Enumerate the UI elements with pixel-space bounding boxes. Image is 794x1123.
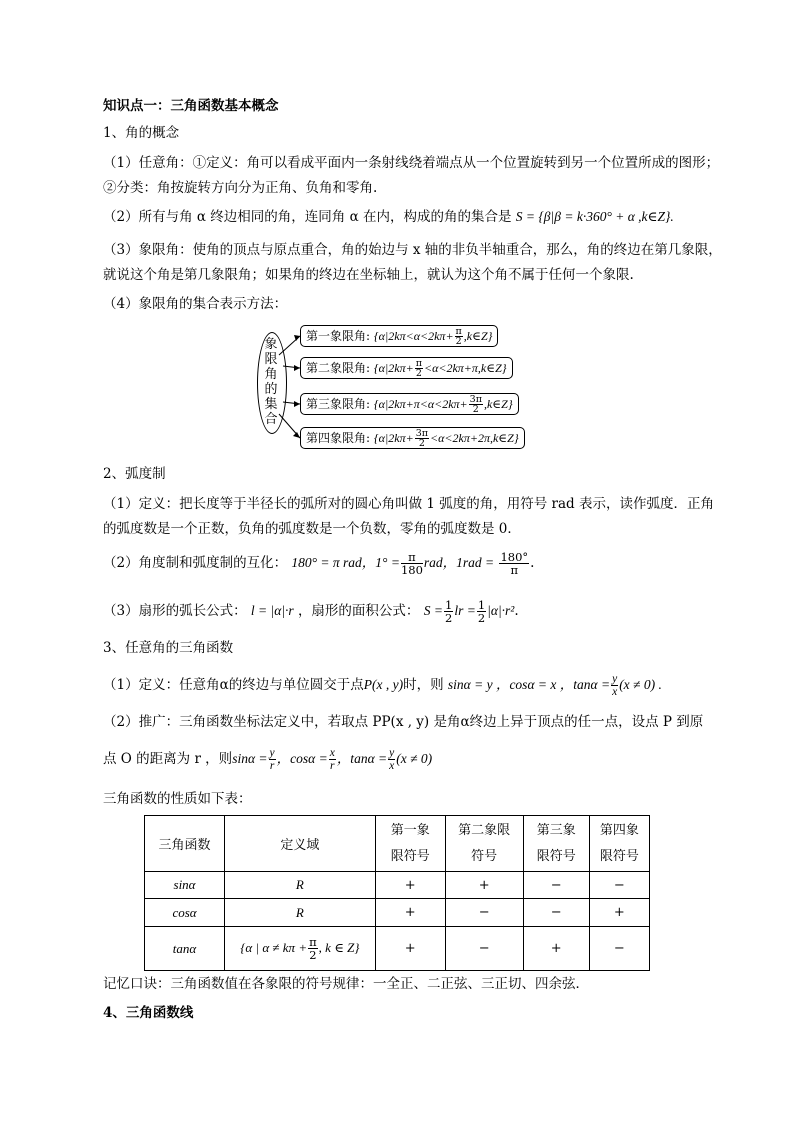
header-q3-line2: 限符号 — [536, 848, 576, 864]
sector-half-1 — [444, 599, 453, 624]
center-char-1: 象 — [264, 337, 278, 352]
quadrant-angle-def-1: （3）象限角：使角的顶点与原点重合，角的始边与 x 轴的非负半轴重合，那么，角的终边在第几象限， — [103, 242, 722, 258]
conversion-frac-b-den: π — [510, 563, 519, 577]
header-q3 — [523, 816, 589, 872]
q2-pre: {α|2kπ+ — [373, 361, 414, 375]
quadrant-set-method: （4）象限角的集合表示方法： — [103, 296, 288, 312]
gen-tan-num: y — [389, 747, 395, 759]
q2-num: π — [415, 358, 422, 369]
center-char-6: 合 — [264, 412, 278, 427]
conversion-frac-b — [499, 551, 529, 576]
header-domain: 定义域 — [225, 816, 376, 872]
conversion-part-a: 180° = π rad，1° = — [291, 555, 400, 570]
gen-cos-num: x — [329, 747, 335, 759]
trig-def-tan-post: (x ≠ 0) . — [619, 677, 662, 692]
row-sin-q3: − — [523, 872, 589, 899]
conversion-frac-a-num: π — [401, 551, 423, 564]
q4-post: <α<2kπ+2π,k∈Z} — [430, 431, 519, 445]
sector-half-2 — [477, 599, 486, 624]
sub-heading-radian: 2、弧度制 — [103, 466, 166, 482]
sub-heading-trig-lines: 4、三角函数线 — [103, 1005, 194, 1021]
row-tan-q3: + — [523, 927, 589, 971]
half-1-den: 2 — [444, 611, 453, 625]
q3-post: ,k∈Z} — [483, 397, 513, 411]
q4-den: 2 — [418, 438, 425, 449]
row-tan-domain — [225, 927, 376, 971]
center-char-2: 限 — [264, 352, 278, 367]
center-char-3: 角 — [264, 367, 278, 382]
trig-generalization-2 — [103, 744, 432, 774]
coterminal-text: （2）所有与角 α 终边相同的角，连同角 α 在内，构成的角的集合是 — [103, 209, 512, 225]
quadrant-1-box — [300, 325, 498, 347]
conversion-frac-a-den: 180 — [400, 563, 423, 577]
sector-end: . — [514, 603, 519, 619]
trig-def-values: sinα = y ，cosα = x ，tanα = — [447, 677, 611, 692]
sector-area-label: ，扇形的面积公式： — [297, 603, 420, 619]
gen-cos-den: r — [330, 760, 335, 772]
gen-sin: sinα = — [232, 751, 268, 766]
gen-line2-text: 点 O 的距离为 r ，则 — [103, 751, 233, 767]
q3-pre: {α|2kπ+π<α<2kπ+ — [373, 397, 468, 411]
angle-classification: ②分类：角按旋转方向分为正角、负角和零角. — [103, 180, 378, 196]
sub-heading-angle-concept: 1、角的概念 — [103, 125, 180, 141]
q2-den: 2 — [415, 368, 422, 379]
q3-frac — [469, 395, 483, 414]
gen-tan: ，tanα = — [336, 751, 388, 766]
header-q4-line1: 第四象 — [599, 822, 639, 838]
row-cos-q1: + — [375, 899, 445, 927]
table-row — [145, 899, 650, 927]
gen-sin-den: r — [269, 760, 275, 772]
table-row — [145, 872, 650, 899]
sub-heading-trig-functions: 3、任意角的三角函数 — [103, 640, 234, 656]
header-q1-line2: 限符号 — [390, 848, 430, 864]
trig-def-tan-frac — [611, 673, 618, 698]
row-tan-q1: + — [375, 927, 445, 971]
q4-num: 3π — [415, 428, 429, 439]
tan-den: x — [612, 686, 618, 698]
gen-sin-frac — [269, 747, 276, 772]
q1-post: ,k∈Z} — [463, 329, 493, 343]
half-2-den: 2 — [477, 611, 486, 625]
sector-area-lhs: S = — [423, 603, 443, 618]
q3-label: 第三象限角: — [306, 397, 371, 411]
arc-length-formula: l = |α|·r — [250, 603, 294, 618]
trig-def-point: P(x , y) — [363, 677, 404, 692]
row-cos-q3: − — [523, 899, 589, 927]
row-sin-q2: + — [445, 872, 523, 899]
trig-definition — [103, 670, 662, 700]
gen-tan-den: x — [389, 760, 395, 772]
sector-formulas — [103, 596, 519, 626]
q2-label: 第二象限角: — [306, 361, 371, 375]
row-tan-q4: − — [589, 927, 649, 971]
row-sin-domain: R — [225, 872, 376, 899]
q3-den: 2 — [472, 404, 479, 415]
row-sin-q4: − — [589, 872, 649, 899]
conversion-label: （2）角度制和弧度制的互化： — [103, 555, 288, 571]
radian-def-1: （1）定义：把长度等于半径长的弧所对的圆心角叫做 1 弧度的角，用符号 rad 表示，读作弧度．正角 — [103, 496, 714, 512]
q2-frac — [415, 359, 423, 378]
tan-domain-post: , k ∈ Z} — [318, 940, 360, 955]
mnemonic: 记忆口诀：三角函数值在各象限的符号规律：一全正、二正弦、三正切、四余弦． — [103, 976, 589, 992]
row-sin-q1: + — [375, 872, 445, 899]
row-tan-func: tanα — [145, 927, 225, 971]
q1-frac — [455, 327, 463, 346]
header-q1 — [375, 816, 445, 872]
header-function: 三角函数 — [145, 816, 225, 872]
table-row — [145, 927, 650, 971]
half-1-num: 1 — [444, 598, 453, 612]
q1-num: π — [455, 326, 462, 337]
trig-def-mid: 时，则 — [403, 677, 444, 693]
row-tan-q2: − — [445, 927, 523, 971]
conversion-end: . — [530, 555, 535, 571]
tan-domain-den: 2 — [309, 948, 317, 962]
center-char-5: 集 — [264, 397, 278, 412]
q1-label: 第一象限角: — [306, 329, 371, 343]
trig-sign-table — [144, 815, 650, 971]
q1-pre: {α|2kπ<α<2kπ+ — [373, 329, 454, 343]
row-cos-func: cosα — [145, 899, 225, 927]
quadrant-3-box — [300, 393, 519, 415]
header-q2-line1: 第二象限 — [458, 822, 511, 838]
row-sin-func: sinα — [145, 872, 225, 899]
trig-def-text: （1）定义：任意角α的终边与单位圆交于点 — [103, 677, 364, 693]
degree-radian-conversion — [103, 548, 534, 578]
conversion-frac-b-num: 180° — [500, 550, 529, 564]
half-2-num: 1 — [477, 598, 486, 612]
gen-cos: ，cosα = — [276, 751, 328, 766]
quadrant-2-box — [300, 357, 513, 379]
tan-domain-num: π — [309, 935, 317, 949]
gen-sin-num: y — [269, 747, 275, 759]
header-q2-line2: 符号 — [471, 848, 498, 864]
q3-num: 3π — [469, 394, 482, 405]
gen-tan-post: (x ≠ 0) — [396, 751, 433, 766]
table-caption: 三角函数的性质如下表： — [103, 791, 252, 807]
sector-label: （3）扇形的弧长公式： — [103, 603, 247, 619]
trig-generalization-1: （2）推广：三角函数坐标法定义中，若取点 PP(x , y) 是角α终边上异于顶点的任一点，设点 P 到原 — [103, 714, 704, 730]
q2-post: <α<2kπ+π,k∈Z} — [423, 361, 507, 375]
q4-label: 第四象限角: — [306, 431, 371, 445]
header-q4 — [589, 816, 649, 872]
tan-domain-frac — [308, 936, 318, 961]
tan-domain-pre: {α | α ≠ kπ + — [240, 940, 308, 955]
coterminal-formula: S = {β|β = k·360° + α ,k∈Z}. — [515, 209, 674, 224]
q4-frac — [415, 429, 429, 448]
header-q2 — [445, 816, 523, 872]
section1-heading: 知识点一：三角函数基本概念 — [103, 98, 279, 114]
row-cos-q2: − — [445, 899, 523, 927]
arrow-q4 — [293, 432, 300, 438]
quadrant-4-box — [300, 427, 525, 449]
header-q3-line1: 第三象 — [536, 822, 576, 838]
q1-den: 2 — [455, 336, 462, 347]
radian-def-2: 的弧度数是一个正数，负角的弧度数是一个负数，零角的弧度数是 0． — [103, 521, 521, 537]
conversion-part-b: rad，1rad = — [423, 555, 495, 570]
table-header-row — [145, 816, 650, 872]
gen-cos-frac — [329, 747, 336, 772]
sector-area-rhs: |α|·r² — [487, 603, 515, 618]
row-cos-domain: R — [225, 899, 376, 927]
tan-num: y — [612, 673, 618, 685]
center-char-4: 的 — [264, 382, 278, 397]
conversion-frac-a — [401, 551, 423, 576]
gen-tan-frac — [388, 747, 395, 772]
sector-area-mid: lr = — [454, 603, 476, 618]
quadrant-angle-def-2: 就说这个角是第几象限角；如果角的终边在坐标轴上，就认为这个角不属于任何一个象限. — [103, 267, 634, 283]
header-q4-line2: 限符号 — [599, 848, 639, 864]
header-q1-line1: 第一象 — [390, 822, 430, 838]
any-angle-definition: （1）任意角：①定义：角可以看成平面内一条射线绕着端点从一个位置旋转到另一个位置所成的图形； — [103, 155, 720, 171]
row-cos-q4: + — [589, 899, 649, 927]
q4-pre: {α|2kπ+ — [373, 431, 414, 445]
